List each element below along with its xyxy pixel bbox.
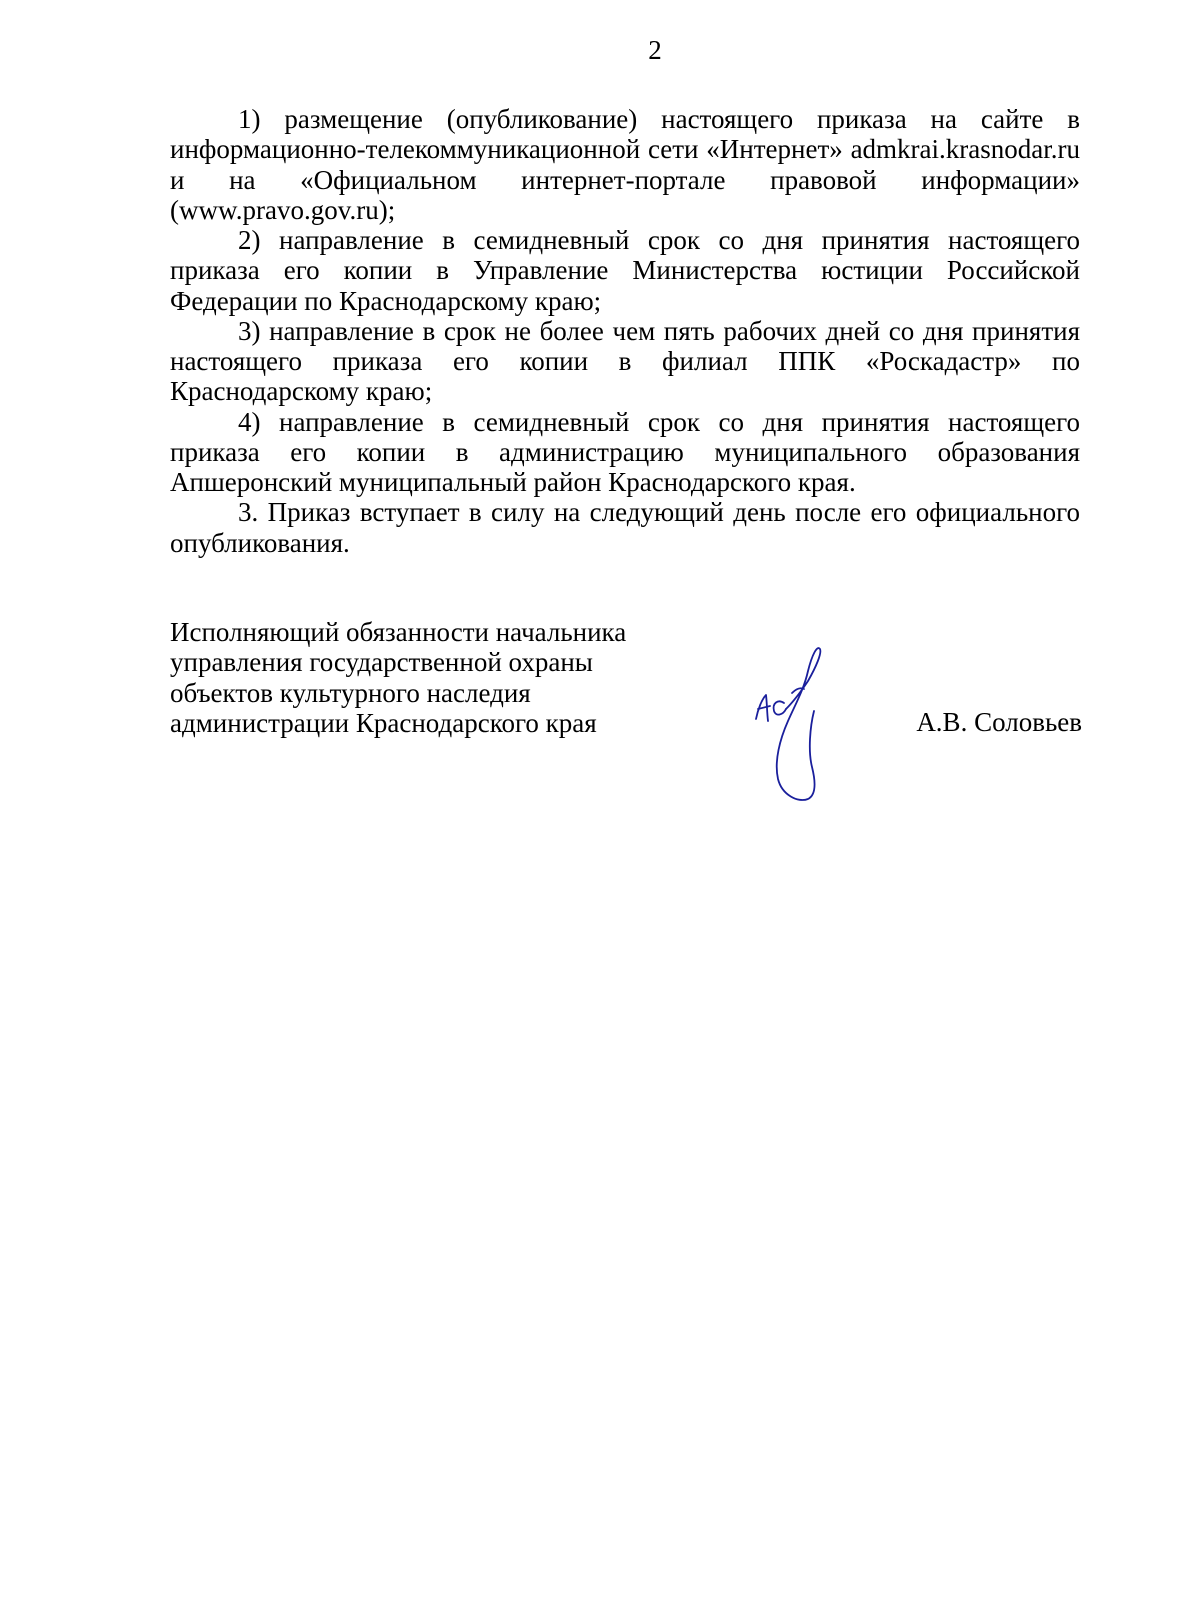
signatory-name: А.В. Соловьев xyxy=(916,707,1082,737)
paragraph-item-1: 1) размещение (опубликование) настоящего приказа на сайте в информационно-телекоммуникационной сети «Интернет» admkrai.krasnodar.ru и на «Официальном интернет-портале правовой информации» (www.pravo.gov.ru); xyxy=(170,104,1080,225)
signatory-position-line: администрации Краснодарского края xyxy=(170,707,597,738)
signatory-position-line: управления государственной охраны xyxy=(170,647,593,678)
signatory-position-line: объектов культурного наследия xyxy=(170,677,531,708)
page-number: 2 xyxy=(648,35,662,65)
signatory-position-line: Исполняющий обязанности начальника xyxy=(170,617,627,647)
document-body xyxy=(170,104,1080,558)
signatory-position xyxy=(170,617,730,738)
paragraph-item-2: 2) направление в семидневный срок со дня принятия настоящего приказа его копии в Управление Министерства юстиции Российской Федерации по Краснодарскому краю; xyxy=(170,225,1080,316)
handwritten-signature xyxy=(748,643,838,808)
paragraph-item-3: 3) направление в срок не более чем пять рабочих дней со дня принятия настоящего приказа его копии в филиал ППК «Роскадастр» по Краснодарскому краю; xyxy=(170,315,1080,407)
paragraph-item-4: 4) направление в семидневный срок со дня принятия настоящего приказа его копии в администрацию муниципального образования Апшеронский муниципальный район Краснодарского края. xyxy=(170,406,1080,497)
paragraph-effective-date: 3. Приказ вступает в силу на следующий день после его официального опубликования. xyxy=(170,497,1080,558)
